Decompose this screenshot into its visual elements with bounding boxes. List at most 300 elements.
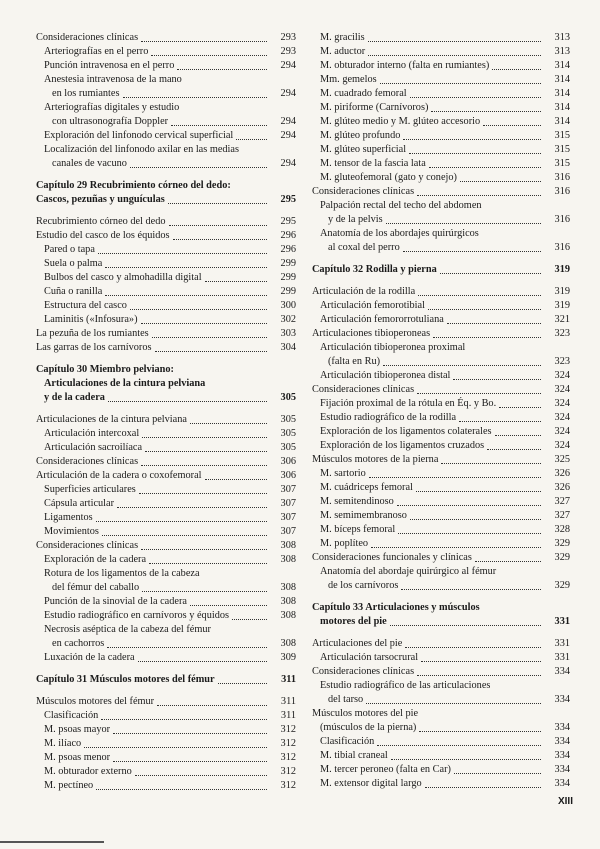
toc-entry (36, 737, 296, 751)
toc-entry (312, 313, 570, 327)
entry-title: Las garras de los carnívoros (36, 342, 152, 353)
dot-leader (377, 745, 541, 746)
page-ref: 313 (554, 32, 570, 43)
entry-title: M. extensor digital largo (320, 778, 422, 789)
dot-leader (141, 465, 267, 466)
toc-entry (312, 665, 570, 679)
toc-entry-line: Necrosis aséptica de la cabeza del fémur (44, 624, 211, 635)
section-gap (312, 277, 570, 285)
dot-leader (117, 507, 267, 508)
toc-entry (312, 285, 570, 299)
toc-entry (36, 455, 296, 469)
dot-leader (453, 379, 541, 380)
page-ref: 302 (280, 314, 296, 325)
dot-leader (419, 731, 541, 732)
dot-leader (403, 251, 541, 252)
dot-leader (492, 69, 541, 70)
toc-entry-line: Arteriografías digitales y estudio (44, 102, 180, 113)
toc-entry (312, 299, 570, 313)
toc-entry (312, 523, 570, 537)
toc-entry (312, 537, 570, 551)
toc-entry (312, 397, 570, 411)
toc-entry (312, 383, 570, 397)
entry-title: Ligamentos (44, 512, 93, 523)
dot-leader (105, 295, 267, 296)
page-ref: 309 (280, 652, 296, 663)
toc-entry (36, 441, 296, 455)
dot-leader (416, 491, 541, 492)
page-ref: 312 (280, 738, 296, 749)
dot-leader (157, 705, 267, 706)
toc-entry (36, 341, 296, 355)
toc-column-right (312, 31, 570, 791)
toc-entry (36, 553, 296, 567)
page-ref: 314 (554, 102, 570, 113)
entry-title: del tarso (328, 694, 364, 705)
dot-leader (410, 97, 541, 98)
section-gap (36, 665, 296, 673)
dot-leader (409, 153, 541, 154)
dot-leader (386, 223, 541, 224)
page-ref: 327 (554, 510, 570, 521)
toc-entry (36, 651, 296, 665)
toc-entry (312, 467, 570, 481)
entry-title: Superficies articulares (44, 484, 136, 495)
toc-entry-line: Rotura de los ligamentos de la cabeza (44, 568, 200, 579)
toc-entry (36, 483, 296, 497)
toc-column-left (36, 31, 296, 793)
entry-title: M. pectíneo (44, 780, 94, 791)
entry-title: M. semimembranoso (320, 510, 407, 521)
toc-entry-line: Estudio radiográfico de las articulaciones (320, 680, 491, 691)
dot-leader (130, 167, 267, 168)
page-ref: 294 (280, 60, 296, 71)
dot-leader (218, 683, 267, 684)
chapter-heading (312, 615, 570, 629)
page-ref: 326 (554, 482, 570, 493)
page-ref: 331 (554, 652, 570, 663)
dot-leader (177, 69, 267, 70)
dot-leader (205, 479, 267, 480)
entry-title: Cuña o ranilla (44, 286, 103, 297)
dot-leader (447, 323, 541, 324)
entry-title: Movimientos (44, 526, 99, 537)
toc-entry (36, 637, 296, 651)
entry-title: M. tibial craneal (320, 750, 388, 761)
dot-leader (410, 519, 541, 520)
toc-entry-line: Músculos motores del pie (312, 708, 419, 719)
dot-leader (418, 295, 541, 296)
page-ref: 300 (280, 300, 296, 311)
page-ref: 316 (554, 186, 570, 197)
page-ref: 312 (280, 724, 296, 735)
chapter-heading: Capítulo 29 Recubrimiento córneo del dedo: (36, 180, 231, 191)
entry-title: M. aductor (320, 46, 366, 57)
entry-title: en los rumiantes (52, 88, 120, 99)
page-ref: 334 (554, 750, 570, 761)
page-ref: 307 (280, 484, 296, 495)
dot-leader (398, 533, 541, 534)
toc-entry (312, 495, 570, 509)
page-ref: 325 (554, 454, 570, 465)
toc-entry (312, 171, 570, 185)
chapter-heading (36, 193, 296, 207)
entry-title: Fijación proximal de la rótula en Éq. y Bo. (320, 398, 497, 409)
dot-leader (236, 139, 267, 140)
dot-leader (425, 787, 541, 788)
toc-entry (36, 497, 296, 511)
entry-title: Músculos motores de la pierna (312, 454, 439, 465)
dot-leader (369, 477, 541, 478)
dot-leader (135, 775, 267, 776)
page-ref: 328 (554, 524, 570, 535)
toc-entry (36, 257, 296, 271)
entry-title: Articulación de la cadera o coxofemoral (36, 470, 202, 481)
toc-entry (312, 185, 570, 199)
page-ref: 334 (554, 736, 570, 747)
toc-entry (36, 765, 296, 779)
entry-title: Estudio del casco de los équidos (36, 230, 170, 241)
toc-entry (312, 777, 570, 791)
chapter-heading: Articulaciones de la cintura pelviana (44, 378, 206, 389)
section-gap (312, 629, 570, 637)
entry-title: Punción de la sinovial de la cadera (44, 596, 187, 607)
dot-leader (431, 111, 541, 112)
page-ref: 308 (280, 540, 296, 551)
dot-leader (101, 719, 267, 720)
page-ref: 314 (554, 116, 570, 127)
page-ref: 294 (280, 116, 296, 127)
toc-entry (36, 595, 296, 609)
section-gap (36, 687, 296, 695)
toc-entry (36, 709, 296, 723)
entry-title: M. psoas menor (44, 752, 111, 763)
page-ref: 324 (554, 370, 570, 381)
toc-entry-line: Articulación tibioperonea proximal (320, 342, 466, 353)
dot-leader (141, 323, 267, 324)
toc-entry (36, 157, 296, 171)
dot-leader (141, 41, 267, 42)
entry-title: M. poplíteo (320, 538, 369, 549)
toc-entry (36, 45, 296, 59)
page-ref: 311 (280, 710, 296, 721)
toc-entry (312, 763, 570, 777)
toc-entry (36, 31, 296, 45)
page-ref: 299 (280, 272, 296, 283)
dot-leader (421, 661, 541, 662)
page-ref: 312 (280, 752, 296, 763)
page-ref: 299 (280, 258, 296, 269)
entry-title: Capítulo 31 Músculos motores del fémur (36, 674, 215, 685)
entry-title: en cachorros (52, 638, 105, 649)
toc-entry-line: Anatomía de los abordajes quirúrgicos (320, 228, 479, 239)
page-ref: 324 (554, 384, 570, 395)
toc-entry (36, 59, 296, 73)
toc-entry (312, 651, 570, 665)
chapter-heading (312, 263, 570, 277)
toc-entry (312, 355, 570, 369)
dot-leader (130, 309, 267, 310)
toc-entry (36, 469, 296, 483)
dot-leader (171, 125, 267, 126)
page-ref: 295 (280, 194, 296, 205)
entry-title: M. cuadrado femoral (320, 88, 407, 99)
entry-title: M. ilíaco (44, 738, 82, 749)
page-ref: 296 (280, 244, 296, 255)
page-ref: 313 (554, 46, 570, 57)
toc-entry-line: Palpación rectal del techo del abdomen (320, 200, 482, 211)
dot-leader (173, 239, 267, 240)
toc-entry (312, 749, 570, 763)
dot-leader (475, 561, 541, 562)
page-ref: 308 (280, 638, 296, 649)
dot-leader (142, 591, 267, 592)
chapter-heading: Capítulo 33 Articulaciones y músculos (312, 602, 480, 613)
dot-leader (483, 125, 541, 126)
dot-leader (417, 675, 541, 676)
page-ref: 293 (280, 32, 296, 43)
page-ref: 331 (554, 616, 570, 627)
entry-title: M. semitendinoso (320, 496, 394, 507)
entry-title: Cápsula articular (44, 498, 115, 509)
dot-leader (96, 521, 267, 522)
dot-leader (401, 589, 541, 590)
entry-title: Cascos, pezuñas y unguículas (36, 194, 165, 205)
entry-title: al coxal del perro (328, 242, 400, 253)
toc-entry (312, 73, 570, 87)
entry-title: Consideraciones clínicas (36, 456, 139, 467)
page-ref: 314 (554, 88, 570, 99)
section-gap (312, 255, 570, 263)
page-ref: 312 (280, 766, 296, 777)
dot-leader (205, 281, 267, 282)
page-ref: 305 (280, 428, 296, 439)
page-ref: 294 (280, 158, 296, 169)
page-ref: 311 (281, 674, 296, 685)
dot-leader (428, 309, 541, 310)
toc-entry (312, 551, 570, 565)
entry-title: Clasificación (320, 736, 375, 747)
toc-entry (36, 511, 296, 525)
entry-title: M. cuádriceps femoral (320, 482, 413, 493)
dot-leader (459, 421, 541, 422)
entry-title: M. sartorio (320, 468, 366, 479)
page-ref: 324 (554, 426, 570, 437)
toc-entry (36, 299, 296, 313)
dot-leader (169, 225, 267, 226)
page-ref: 307 (280, 498, 296, 509)
entry-title: M. psoas mayor (44, 724, 111, 735)
dot-leader (145, 451, 267, 452)
toc-entry (312, 101, 570, 115)
page-ref: 303 (280, 328, 296, 339)
toc-entry (36, 313, 296, 327)
page-ref: 324 (554, 412, 570, 423)
page-ref: 311 (280, 696, 296, 707)
dot-leader (168, 203, 267, 204)
entry-title: Clasificación (44, 710, 99, 721)
page-ref: 296 (280, 230, 296, 241)
page-ref: 312 (280, 780, 296, 791)
entry-title: Consideraciones clínicas (36, 540, 139, 551)
page-ref: 304 (280, 342, 296, 353)
toc-entry (312, 87, 570, 101)
entry-title: M. glúteo superficial (320, 144, 407, 155)
page-ref: 314 (554, 74, 570, 85)
entry-title: M. glúteo profundo (320, 130, 401, 141)
entry-title: M. bíceps femoral (320, 524, 396, 535)
entry-title: Exploración del linfonodo cervical superficial (44, 130, 234, 141)
toc-entry (312, 693, 570, 707)
toc-entry (312, 157, 570, 171)
entry-title: M. tercer peroneo (falta en Car) (320, 764, 451, 775)
page-ref: 314 (554, 60, 570, 71)
dot-leader (440, 273, 541, 274)
entry-title: M. obturador externo (44, 766, 132, 777)
toc-entry (36, 779, 296, 793)
dot-leader (107, 647, 267, 648)
dot-leader (487, 449, 541, 450)
page-ref: 305 (280, 442, 296, 453)
page-ref: 334 (554, 764, 570, 775)
toc-entry (312, 327, 570, 341)
page-ref: 293 (280, 46, 296, 57)
dot-leader (155, 351, 267, 352)
entry-title: Suela o palma (44, 258, 103, 269)
entry-title: Articulación intercoxal (44, 428, 140, 439)
page-ref: 324 (554, 398, 570, 409)
dot-leader (460, 181, 541, 182)
dot-leader (142, 437, 267, 438)
toc-entry (312, 439, 570, 453)
page-ref: 323 (554, 356, 570, 367)
entry-title: Articulación tarsocrural (320, 652, 419, 663)
dot-leader (390, 625, 541, 626)
entry-title: Mm. gemelos (320, 74, 377, 85)
dot-leader (417, 195, 541, 196)
toc-entry (312, 509, 570, 523)
toc-entry (36, 115, 296, 129)
bottom-rule (0, 841, 104, 843)
entry-title: motores del pie (320, 616, 387, 627)
page-ref: 308 (280, 596, 296, 607)
dot-leader (441, 463, 541, 464)
entry-title: con ultrasonografía Doppler (52, 116, 169, 127)
entry-title: M. gracilis (320, 32, 365, 43)
page-ref: 334 (554, 722, 570, 733)
entry-title: y de la pelvis (328, 214, 383, 225)
entry-title: (músculos de la pierna) (320, 722, 417, 733)
page-ref: 295 (280, 216, 296, 227)
entry-title: Exploración de los ligamentos colaterales (320, 426, 492, 437)
entry-title: Estudio radiográfico de la rodilla (320, 412, 457, 423)
entry-title: Exploración de los ligamentos cruzados (320, 440, 485, 451)
dot-leader (429, 167, 541, 168)
toc-entry (312, 45, 570, 59)
toc-entry (312, 213, 570, 227)
dot-leader (96, 789, 267, 790)
dot-leader (141, 549, 267, 550)
page-ref: 307 (280, 512, 296, 523)
entry-title: Punción intravenosa en el perro (44, 60, 175, 71)
dot-leader (123, 97, 268, 98)
toc-entry (36, 215, 296, 229)
dot-leader (391, 759, 541, 760)
entry-title: M. obturador interno (falta en rumiantes) (320, 60, 490, 71)
page-ref: 305 (280, 392, 296, 403)
toc-entry (36, 751, 296, 765)
dot-leader (454, 773, 541, 774)
entry-title: M. piriforme (Carnívoros) (320, 102, 429, 113)
page-ref: 305 (280, 414, 296, 425)
page-ref: 329 (554, 552, 570, 563)
entry-title: Pared o tapa (44, 244, 95, 255)
toc-entry (312, 369, 570, 383)
entry-title: Consideraciones clínicas (312, 384, 415, 395)
entry-title: Articulación femororrotuliana (320, 314, 444, 325)
entry-title: M. tensor de la fascia lata (320, 158, 426, 169)
dot-leader (149, 563, 267, 564)
entry-title: Arteriografías en el perro (44, 46, 149, 57)
toc-entry (36, 243, 296, 257)
dot-leader (417, 393, 541, 394)
toc-entry (36, 723, 296, 737)
dot-leader (380, 83, 541, 84)
chapter-heading: Capítulo 30 Miembro pelviano: (36, 364, 174, 375)
dot-leader (138, 661, 267, 662)
dot-leader (105, 267, 267, 268)
dot-leader (84, 747, 267, 748)
dot-leader (98, 253, 267, 254)
page-ref: 308 (280, 610, 296, 621)
entry-title: (falta en Ru) (328, 356, 381, 367)
dot-leader (102, 535, 267, 536)
toc-entry (312, 579, 570, 593)
entry-title: canales de vacuno (52, 158, 127, 169)
toc-entry (312, 735, 570, 749)
entry-title: Consideraciones funcionales y clínicas (312, 552, 472, 563)
page-ref: 319 (554, 286, 570, 297)
page-ref: 316 (554, 172, 570, 183)
entry-title: Laminitis («Infosura») (44, 314, 138, 325)
chapter-heading (36, 391, 296, 405)
section-gap (36, 355, 296, 363)
dot-leader (151, 55, 267, 56)
toc-entry-line: Localización del linfonodo axilar en las medias (44, 144, 239, 155)
entry-title: Músculos motores del fémur (36, 696, 155, 707)
toc-entry-line: Anestesia intravenosa de la mano (44, 74, 182, 85)
page-ref: 315 (554, 144, 570, 155)
entry-title: M. glúteo medio y M. glúteo accesorio (320, 116, 481, 127)
toc-entry (312, 411, 570, 425)
entry-title: Articulaciones del pie (312, 638, 403, 649)
entry-title: Recubrimiento córneo del dedo (36, 216, 166, 227)
page-ref: 299 (280, 286, 296, 297)
toc-entry (36, 87, 296, 101)
toc-entry (312, 721, 570, 735)
page-ref: 319 (554, 300, 570, 311)
page-ref: 294 (280, 88, 296, 99)
toc-entry (312, 425, 570, 439)
dot-leader (433, 337, 541, 338)
toc-entry (312, 31, 570, 45)
page-ref: 319 (554, 264, 570, 275)
toc-entry (36, 427, 296, 441)
toc-entry (36, 695, 296, 709)
section-gap (36, 405, 296, 413)
toc-entry (312, 59, 570, 73)
toc-entry (36, 327, 296, 341)
